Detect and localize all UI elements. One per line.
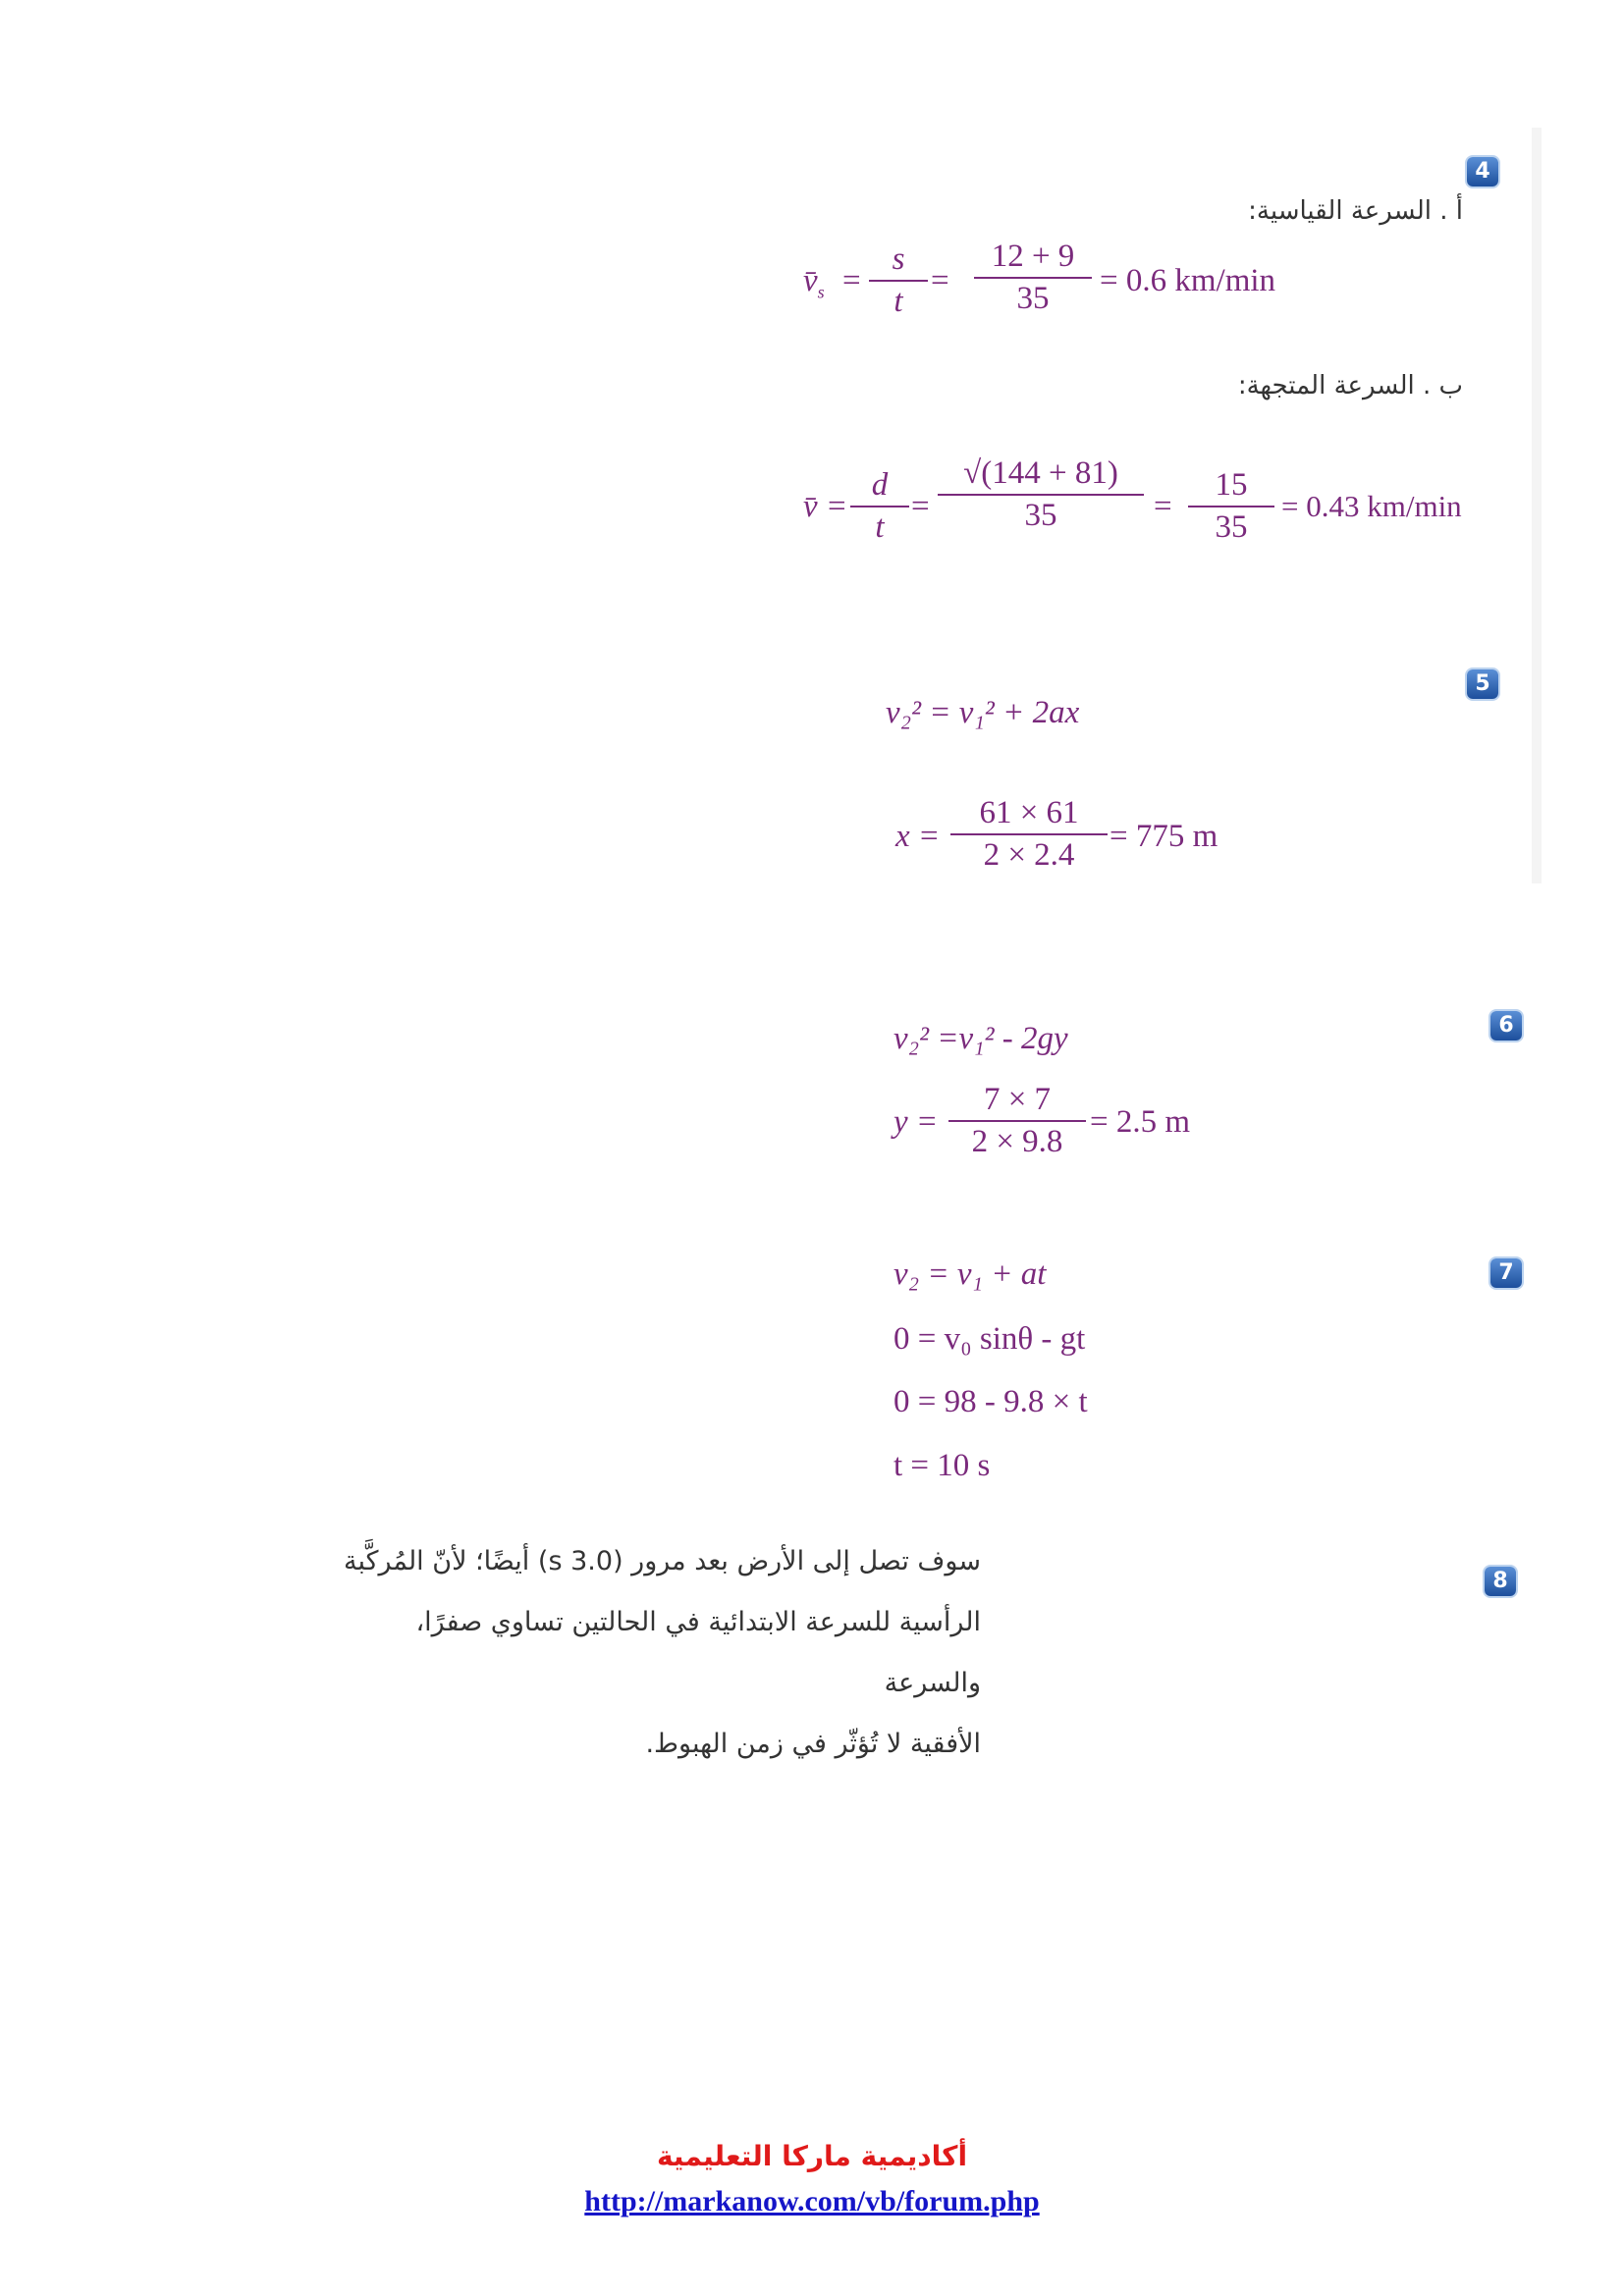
q7-line-3: 0 = 98 - 9.8 × t	[893, 1384, 1088, 1419]
q7-line-2: 0 = v₀ sinθ - gt	[893, 1321, 1086, 1357]
question-6-badge: 6	[1490, 1011, 1522, 1041]
q4-eq1-fraction-s-t: $\frac{s}{t}$	[869, 243, 928, 318]
q4-eq1-equals-2: =	[931, 263, 949, 298]
question-5-badge: 5	[1467, 669, 1498, 699]
q7-line-1: v₂ = v₁ + at	[893, 1256, 1047, 1292]
q8-line-2: الرأسية للسرعة الابتدائية في الحالتين تساوي صفرًا، والسرعة	[415, 1607, 981, 1698]
margin-shade	[1532, 128, 1542, 883]
question-4-badge: 4	[1467, 157, 1498, 187]
q5-eq1: v₂² = v₁² + 2ax	[886, 695, 1080, 730]
q8-line-1: سوف تصل إلى الأرض بعد مرور (3.0 s) أيضًا؛ لأنّ المُركَّبة	[343, 1546, 981, 1576]
q5-eq2-lhs: x =	[895, 819, 941, 854]
footer-forum-link[interactable]: http://markanow.com/vb/forum.php	[584, 2185, 1040, 2217]
q4-eq1-fraction-12-9: $\frac{12 + 9}{35}$	[974, 240, 1092, 315]
question-8-badge: 8	[1485, 1567, 1516, 1596]
q4-eq1-equals: =	[842, 263, 861, 298]
q4-eq2-lhs: v̄ =	[803, 489, 848, 524]
q4-part-b-label: ب . السرعة المتجهة:	[1237, 371, 1463, 400]
q6-eq1: v₂² =v₁² - 2gy	[893, 1021, 1068, 1056]
q7-line-4: t = 10 s	[893, 1448, 991, 1483]
q4-eq1-result: = 0.6 km/min	[1100, 263, 1276, 298]
q4-part-a-label: أ . السرعة القياسية:	[1248, 196, 1463, 226]
q4-eq1-lhs: $v̄_s$	[803, 263, 825, 302]
q8-line-3: الأفقية لا تُؤثّر في زمن الهبوط.	[645, 1729, 981, 1759]
q4-eq2-equals: =	[911, 489, 930, 524]
question-7-badge: 7	[1490, 1258, 1522, 1288]
q6-eq2-result: = 2.5 m	[1090, 1104, 1191, 1140]
q5-eq2-result: = 775 m	[1110, 819, 1218, 854]
footer-academy-title: أكاديمية ماركا التعليمية	[656, 2140, 968, 2172]
q8-answer-text	[313, 1531, 981, 1775]
q4-eq2-result: = 0.43 km/min	[1281, 489, 1462, 523]
q4-eq2-equals-2: =	[1154, 489, 1172, 524]
q6-eq2-lhs: y =	[893, 1104, 939, 1140]
q6-eq2-fraction: $\frac{7 \times 7}{2 \times 9.8}$	[948, 1084, 1086, 1158]
q5-eq2-fraction: $\frac{61 \times 61}{2 \times 2.4}$	[950, 797, 1108, 872]
q4-eq2-fraction-sqrt: $\frac{√(144 + 81)}{35}$	[938, 457, 1144, 532]
q4-eq2-fraction-15-35: $\frac{15}{35}$	[1188, 469, 1274, 544]
q4-eq2-fraction-d-t: $\frac{d}{t}$	[850, 469, 909, 544]
